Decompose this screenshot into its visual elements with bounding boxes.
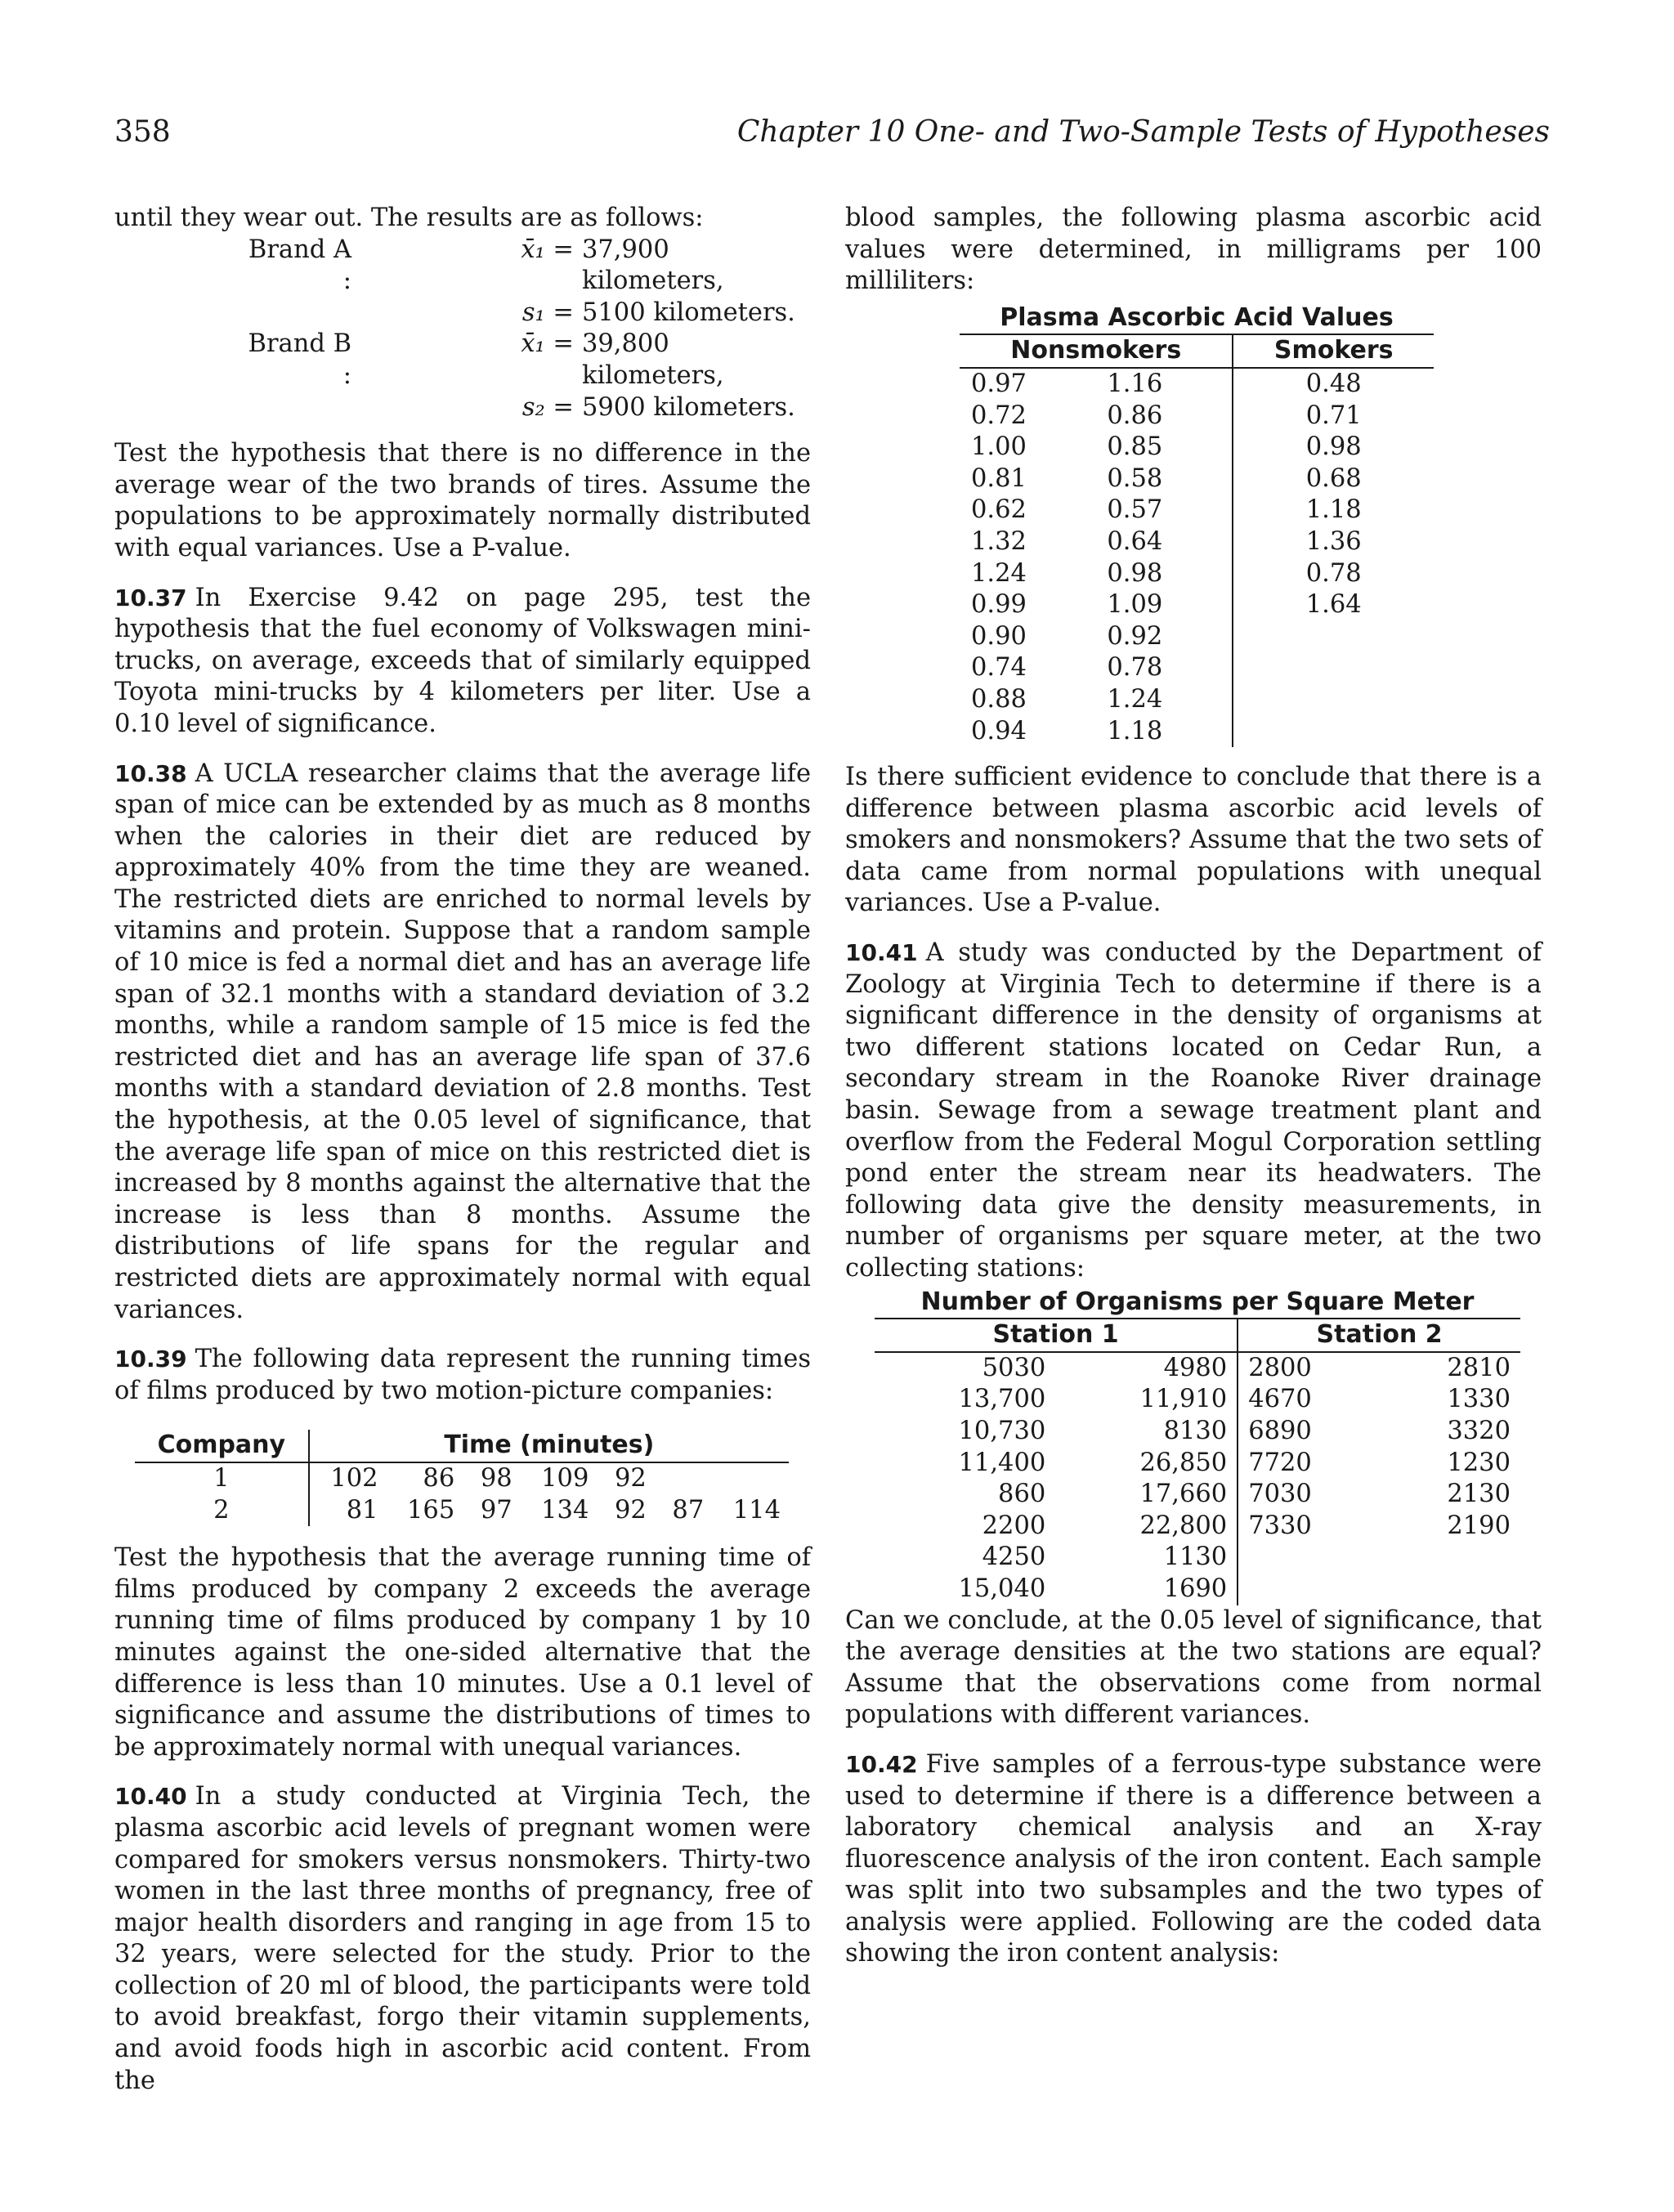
brand-b-sd-symbol: s₂ = [521,392,574,422]
table-row [875,1542,1520,1574]
station-1-value: 1690 [1163,1574,1228,1603]
station-1-value: 860 [998,1480,1046,1509]
station-1-value: 5030 [982,1353,1046,1382]
station-1-value: 22,800 [1139,1511,1228,1540]
station-2-value: 3320 [1447,1416,1511,1445]
exercise-10-40-continued: blood samples, the following plasma ascorbic acid values were determined, in milligrams per 100 milliliters: [845,204,1542,296]
smoker-value [1233,716,1434,748]
film-times-table [135,1430,789,1526]
table-row [960,368,1434,401]
exercise-10-39-question: Test the hypothesis that the average running time of films produced by company 2 exceeds the average running time of films produced by company 1 by 10 minutes against the one-sided alternative that the difference is less than 10 minutes. Use a 0.1 level of significance and assume the distributions of times to be approximately normal with unequal variances. [114,1543,811,1762]
time-cell: 92 [614,1495,647,1525]
nonsmoker-value: 0.88 [971,684,1027,714]
organisms-table-body [875,1352,1520,1605]
exercise-10-36-intro: until they wear out. The results are as follows: [114,204,704,232]
table-title-row [960,302,1434,335]
nonsmoker-value: 0.99 [971,590,1027,620]
company-cell: 2 [213,1495,230,1525]
nonsmoker-value: 1.24 [971,558,1027,588]
table-row [960,652,1434,684]
time-cell: 109 [541,1463,589,1493]
table-row [875,1574,1520,1605]
smoker-value: 1.36 [1233,526,1434,558]
table-row [960,401,1434,432]
time-cell: 86 [423,1463,455,1493]
exercise-10-41-question: Can we conclude, at the 0.05 level of significance, that the average densities at the two stations are equal? Assume that the observations come from normal populations with different variances. [845,1605,1542,1730]
right-column [845,203,1542,1970]
brand-results [237,235,811,424]
station-2-value: 7720 [1238,1448,1380,1480]
time-cell: 97 [480,1495,512,1525]
exercise-10-40 [114,1781,811,2097]
running-header [114,113,1550,152]
station-2-value [1238,1574,1380,1605]
station-1-value: 15,040 [958,1574,1046,1603]
brand-a-mean-symbol: x̄₁ = [521,235,574,264]
station-2-value: 2800 [1238,1352,1380,1385]
smoker-value: 0.98 [1233,432,1434,463]
col-nonsmokers: Nonsmokers [960,334,1233,368]
company-cell: 1 [213,1463,230,1493]
nonsmoker-value: 0.92 [1107,621,1163,651]
table-row [960,495,1434,526]
station-2-value: 2190 [1447,1511,1511,1540]
smoker-value: 0.68 [1233,463,1434,495]
table-row [875,1511,1520,1543]
nonsmoker-value: 0.58 [1107,463,1163,493]
nonsmoker-value: 0.57 [1107,495,1163,525]
exercise-text: A UCLA researcher claims that the average life span of mice can be extended by as much as 8 months when the calories in their diet are reduced by approximately 40% from the time they are weaned. The restricted diets are enriched to normal levels by vitamins and protein. Suppose that a random sample of 10 mice is fed a normal diet and has an average life span of 32.1 months with a standard deviation of 3.2 months, while a random sample of 15 mice is fed the restricted diet and has an average life span of 37.6 months with a standard deviation of 2.8 months. Test the hypothesis, at the 0.05 level of significance, that the average life span of mice on this restricted diet is increased by 8 months against the alternative that the increase is less than 8 months. Assume the distributions of life spans for the regular and restricted diets are approximately normal with equal variances. [114,759,811,1324]
station-1-value: 10,730 [958,1416,1046,1445]
brand-b-mean-value: 39,800 kilometers, [582,329,724,390]
table-header-row [135,1430,789,1462]
station-2-value [1238,1542,1380,1574]
nonsmoker-value: 1.24 [1107,684,1163,714]
brand-b-mean-symbol: x̄₁ = [521,329,574,359]
station-2-value [1380,1574,1520,1605]
table-row [960,716,1434,748]
smoker-value [1233,684,1434,716]
brand-b-sd-value: 5900 kilometers. [582,392,795,422]
table-row [960,463,1434,495]
table-row [960,589,1434,621]
station-1-value: 1130 [1163,1543,1228,1572]
nonsmoker-value: 1.32 [971,526,1027,556]
brand-b-label: Brand B : [248,329,351,390]
exercise-number: 10.37 [114,584,187,611]
table-row [960,432,1434,463]
col-company: Company [135,1430,309,1462]
table-row [875,1448,1520,1480]
time-cell: 134 [541,1495,589,1525]
station-1-value: 2200 [982,1511,1046,1540]
time-cell: 102 [309,1462,387,1495]
station-2-value: 1330 [1447,1385,1511,1414]
nonsmoker-value: 0.72 [971,401,1027,430]
station-2-value: 7030 [1238,1479,1380,1511]
smoker-value: 0.78 [1233,558,1434,590]
station-2-value: 1230 [1447,1448,1511,1477]
brand-a-mean-value: 37,900 kilometers, [582,235,724,296]
table-title-row [875,1287,1520,1319]
nonsmoker-value: 0.78 [1107,653,1163,683]
station-2-value: 2130 [1447,1480,1511,1509]
nonsmoker-value: 0.90 [971,621,1027,651]
table-title: Plasma Ascorbic Acid Values [960,302,1434,335]
nonsmoker-value: 0.94 [971,716,1027,746]
brand-a-label: Brand A : [248,235,351,296]
nonsmoker-value: 0.86 [1107,401,1163,430]
table-row [875,1352,1520,1385]
exercise-number: 10.41 [845,939,918,967]
exercise-10-37 [114,583,811,741]
nonsmoker-value: 1.00 [971,432,1027,462]
smoker-value: 0.71 [1233,401,1434,432]
table-header-row [875,1319,1520,1352]
table-row [875,1479,1520,1511]
smoker-value: 1.64 [1233,589,1434,621]
time-cell [655,1462,712,1495]
time-cell: 114 [732,1495,781,1525]
table-title: Number of Organisms per Square Meter [875,1287,1520,1319]
station-1-value: 17,660 [1139,1480,1228,1509]
exercise-text: In Exercise 9.42 on page 295, test the hypothesis that the fuel economy of Volkswagen mini-trucks, on average, exceeds that of similarly equipped Toyota mini-trucks by 4 kilometers per liter. Use a 0.10 level of significance. [114,583,811,738]
table-row [875,1384,1520,1416]
nonsmoker-value: 0.62 [971,495,1027,525]
station-1-value: 4980 [1163,1353,1228,1382]
exercise-number: 10.42 [845,1750,918,1778]
exercise-10-42 [845,1749,1542,1970]
table-row [960,558,1434,590]
exercise-number: 10.38 [114,759,187,787]
exercise-text: Five samples of a ferrous-type substance were used to determine if there is a difference between a laboratory chemical analysis and an X-ray fluorescence analysis of the iron content. Each sample was split into two subsamples and the two types of analysis were applied. Following are the coded data showing the iron content analysis: [845,1749,1542,1968]
time-cell: 92 [614,1463,647,1493]
nonsmoker-value: 0.98 [1107,558,1163,588]
exercise-10-40-question: Is there sufficient evidence to conclude that there is a difference between plasma ascorbic acid levels of smokers and nonsmokers? Assume that the two sets of data came from normal populations with unequal variances. Use a P-value. [845,763,1542,918]
col-station-2: Station 2 [1238,1319,1520,1352]
time-cell: 98 [480,1463,512,1493]
station-1-value: 26,850 [1139,1448,1228,1477]
chapter-title: Chapter 10 One- and Two-Sample Tests of Hypotheses [736,115,1550,149]
table-row [960,526,1434,558]
page-number: 358 [114,115,171,149]
left-column [114,203,811,2097]
station-1-value: 11,910 [1139,1385,1228,1414]
nonsmoker-value: 0.81 [971,463,1027,493]
exercise-10-39 [114,1344,811,1407]
smoker-value [1233,652,1434,684]
table-row [135,1495,789,1527]
station-2-value: 4670 [1238,1384,1380,1416]
exercise-text: The following data represent the running times of films produced by two motion-picture companies: [114,1345,811,1405]
nonsmoker-value: 0.74 [971,653,1027,683]
station-1-value: 4250 [982,1543,1046,1572]
time-cell: 87 [672,1495,705,1525]
table-row [135,1462,789,1495]
nonsmoker-value: 0.64 [1107,526,1163,556]
table-row [960,684,1434,716]
organisms-table [875,1287,1520,1605]
exercise-text: In a study conducted at Virginia Tech, the plasma ascorbic acid levels of pregnant women were compared for smokers versus nonsmokers. Thirty-two women in the last three months of pregnancy, free of major health disorders and ranging in age from 15 to 32 years, were selected for the study. Prior to the collection of 20 ml of blood, the participants were told to avoid breakfast, forgo their vitamin supplements, and avoid foods high in ascorbic acid content. From the [114,1782,811,2095]
col-time: Time (minutes) [309,1430,789,1462]
table-header-row [960,334,1434,368]
station-1-value: 11,400 [958,1448,1046,1477]
time-cell [712,1462,789,1495]
nonsmoker-value: 1.18 [1107,716,1163,746]
col-smokers: Smokers [1233,334,1434,368]
plasma-ascorbic-table [960,302,1434,747]
nonsmoker-value: 1.09 [1107,590,1163,620]
station-2-value: 7330 [1238,1511,1380,1543]
smoker-value [1233,621,1434,653]
table-row [875,1416,1520,1448]
plasma-table-body [960,368,1434,747]
station-1-value: 8130 [1163,1416,1228,1445]
brand-a-sd-value: 5100 kilometers. [582,298,795,327]
exercise-10-41 [845,938,1542,1285]
exercise-10-38 [114,759,811,1327]
time-cell: 165 [407,1495,455,1525]
station-2-value [1380,1542,1520,1574]
station-2-value: 6890 [1238,1416,1380,1448]
nonsmoker-value: 0.97 [971,369,1027,398]
exercise-number: 10.40 [114,1783,187,1811]
exercise-text: A study was conducted by the Department of Zoology at Virginia Tech to determine if there is a significant difference in the density of organisms at two different stations located on Cedar Run, a secondary stream in the Roanoke River drainage basin. Sewage from a sewage treatment plant and overflow from the Federal Mogul Corporation settling pond enter the stream near its headwaters. The following data give the density measurements, in number of organisms per square meter, at the two collecting stations: [845,938,1542,1283]
station-1-value: 13,700 [958,1385,1046,1414]
smoker-value: 0.48 [1233,368,1434,401]
nonsmoker-value: 1.16 [1107,369,1163,398]
exercise-number: 10.39 [114,1346,187,1373]
table-row [960,621,1434,653]
exercise-10-36-question: Test the hypothesis that there is no difference in the average wear of the two brands of tires. Assume the populations to be approximately normally distributed with equal variances. Use a P-value. [114,439,811,562]
time-cell: 81 [309,1495,387,1527]
col-station-1: Station 1 [875,1319,1238,1352]
nonsmoker-value: 0.85 [1107,432,1163,462]
station-2-value: 2810 [1447,1353,1511,1382]
smoker-value: 1.18 [1233,495,1434,526]
brand-a-sd-symbol: s₁ = [521,298,574,327]
